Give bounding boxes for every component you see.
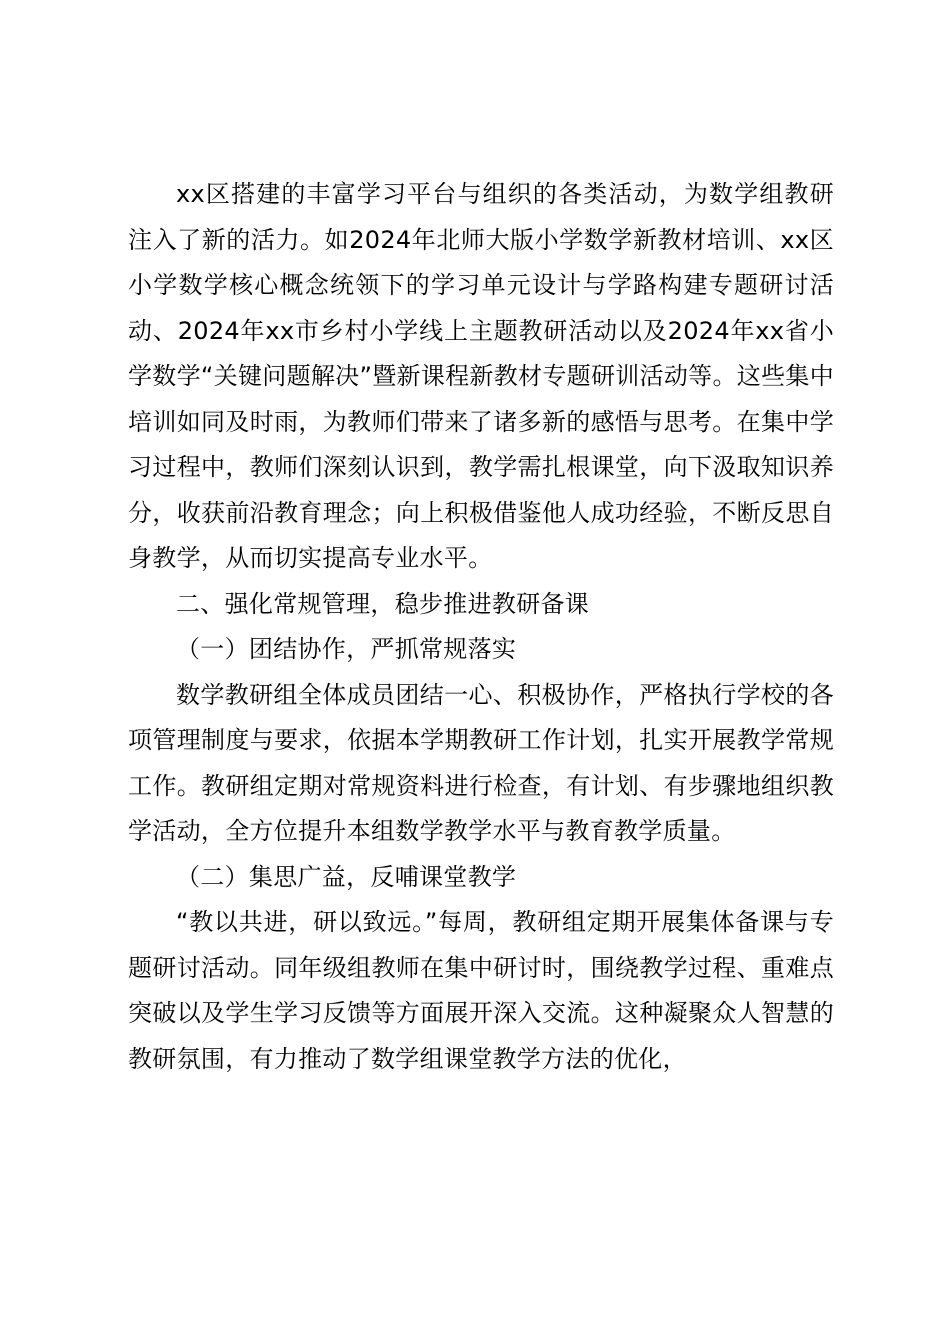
document-body: [128, 172, 834, 1082]
paragraph-learning-platform: xx区搭建的丰富学习平台与组织的各类活动，为数学组教研注入了新的活力。如2024年北师大版小学数学新教材培训、xx区小学数学核心概念统领下的学习单元设计与学路构建专题研讨活动、2024年xx市乡村小学线上主题教研活动以及2024年xx省小学数学“关键问题解决”暨新课程新教材专题研训活动等。这些集中培训如同及时雨，为教师们带来了诸多新的感悟与思考。在集中学习过程中，教师们深刻认识到，教学需扎根课堂，向下汲取知识养分，收获前沿教育理念；向上积极借鉴他人成功经验，不断反思自身教学，从而切实提高专业水平。: [128, 180, 834, 572]
subsection-heading-teamwork: （一）团结协作，严抓常规落实: [176, 635, 517, 663]
paragraph-collective-lesson-prep: “教以共进，研以致远。”每周，教研组定期开展集体备课与专题研讨活动。同年级组教师在集中研讨时，围绕教学过程、重难点突破以及学生学习反馈等方面展开深入交流。这种凝聚众人智慧的教研氛围，有力推动了数学组课堂教学方法的优化，: [128, 908, 834, 1073]
paragraph-teamwork: 数学教研组全体成员团结一心、积极协作，严格执行学校的各项管理制度与要求，依据本学期教研工作计划，扎实开展教学常规工作。教研组定期对常规资料进行检查，有计划、有步骤地组织教学活动，全方位提升本组数学教学水平与教育教学质量。: [128, 680, 834, 845]
section-heading-routine-management: 二、强化常规管理，稳步推进教研备课: [176, 589, 590, 618]
subsection-heading-collective-wisdom: （二）集思广益，反哺课堂教学: [176, 862, 517, 891]
